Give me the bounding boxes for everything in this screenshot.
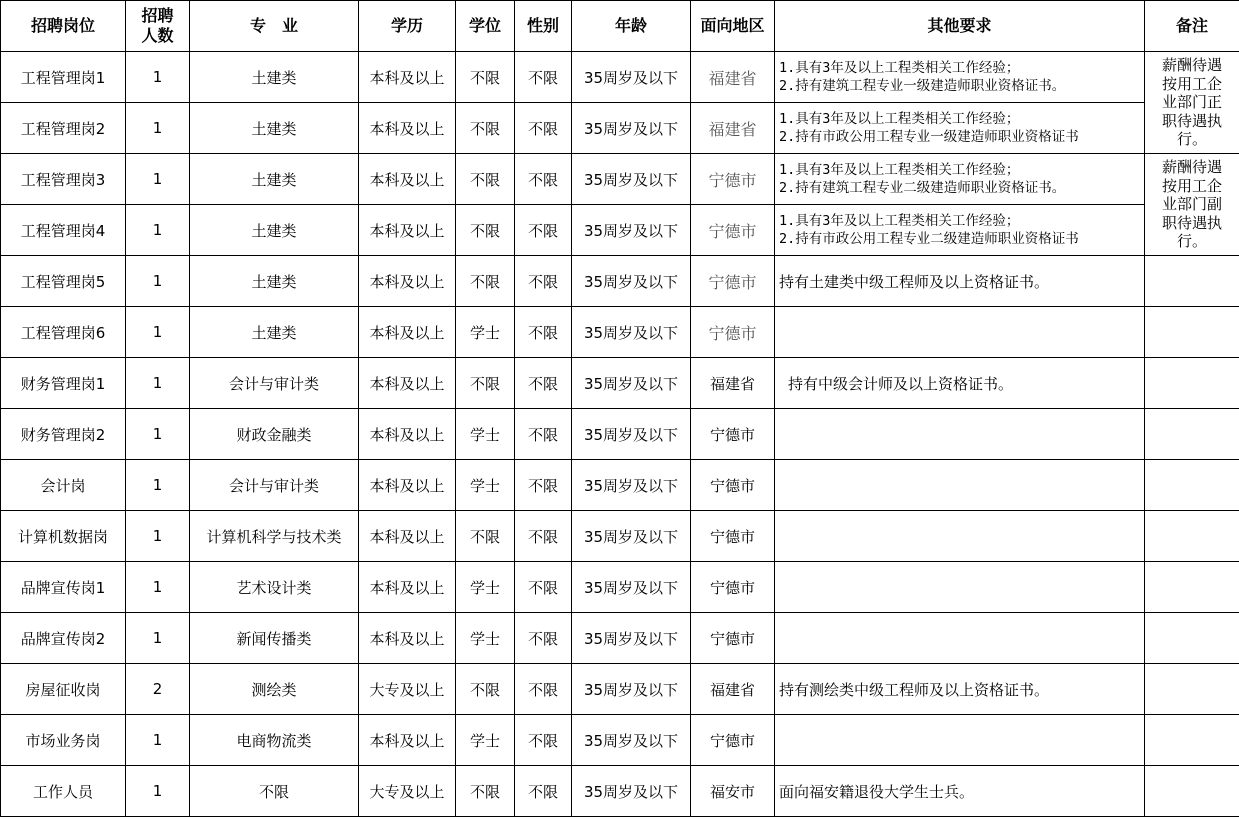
cell-major: 艺术设计类 — [190, 562, 359, 613]
cell-gender: 不限 — [515, 460, 572, 511]
cell-notes — [1145, 460, 1239, 511]
cell-region: 宁德市 — [691, 205, 775, 256]
cell-education: 本科及以上 — [359, 154, 456, 205]
header-education: 学历 — [359, 1, 456, 52]
cell-major: 土建类 — [190, 103, 359, 154]
cell-major: 新闻传播类 — [190, 613, 359, 664]
table-row — [1, 562, 1239, 613]
cell-region: 宁德市 — [691, 154, 775, 205]
cell-gender: 不限 — [515, 358, 572, 409]
cell-region: 宁德市 — [691, 256, 775, 307]
cell-region: 宁德市 — [691, 511, 775, 562]
cell-gender: 不限 — [515, 52, 572, 103]
cell-degree: 不限 — [456, 205, 515, 256]
cell-position: 品牌宣传岗1 — [1, 562, 126, 613]
cell-education: 本科及以上 — [359, 307, 456, 358]
cell-region: 福建省 — [691, 664, 775, 715]
cell-count: 1 — [126, 307, 190, 358]
cell-count: 1 — [126, 256, 190, 307]
cell-requirements — [775, 715, 1145, 766]
cell-degree: 学士 — [456, 460, 515, 511]
cell-age: 35周岁及以下 — [572, 409, 691, 460]
table-row — [1, 205, 1239, 256]
cell-requirements: 1.具有3年及以上工程类相关工作经验； 2.持有市政公用工程专业一级建造师职业资格证书 — [775, 103, 1145, 154]
cell-position: 计算机数据岗 — [1, 511, 126, 562]
cell-age: 35周岁及以下 — [572, 205, 691, 256]
table-row — [1, 358, 1239, 409]
table-row — [1, 154, 1239, 205]
cell-degree: 不限 — [456, 511, 515, 562]
cell-age: 35周岁及以下 — [572, 358, 691, 409]
cell-education: 本科及以上 — [359, 562, 456, 613]
cell-major: 不限 — [190, 766, 359, 817]
cell-gender: 不限 — [515, 715, 572, 766]
cell-degree: 学士 — [456, 715, 515, 766]
cell-major: 电商物流类 — [190, 715, 359, 766]
cell-requirements: 1.具有3年及以上工程类相关工作经验； 2.持有建筑工程专业二级建造师职业资格证书。 — [775, 154, 1145, 205]
cell-gender: 不限 — [515, 256, 572, 307]
cell-education: 本科及以上 — [359, 715, 456, 766]
header-major: 专 业 — [190, 1, 359, 52]
cell-count: 1 — [126, 613, 190, 664]
cell-degree: 不限 — [456, 154, 515, 205]
table-row — [1, 307, 1239, 358]
table-row — [1, 766, 1239, 817]
cell-age: 35周岁及以下 — [572, 52, 691, 103]
cell-gender: 不限 — [515, 613, 572, 664]
cell-count: 1 — [126, 409, 190, 460]
cell-region: 宁德市 — [691, 562, 775, 613]
cell-position: 工程管理岗6 — [1, 307, 126, 358]
cell-gender: 不限 — [515, 154, 572, 205]
cell-requirements — [775, 511, 1145, 562]
table-row — [1, 52, 1239, 103]
cell-age: 35周岁及以下 — [572, 613, 691, 664]
cell-age: 35周岁及以下 — [572, 766, 691, 817]
cell-major: 会计与审计类 — [190, 460, 359, 511]
cell-notes: 薪酬待遇 按用工企 业部门副 职待遇执 行。 — [1145, 154, 1239, 256]
header-count: 招聘 人数 — [126, 1, 190, 52]
cell-major: 计算机科学与技术类 — [190, 511, 359, 562]
cell-count: 1 — [126, 715, 190, 766]
cell-major: 会计与审计类 — [190, 358, 359, 409]
cell-degree: 学士 — [456, 307, 515, 358]
cell-notes — [1145, 256, 1239, 307]
cell-gender: 不限 — [515, 103, 572, 154]
cell-region: 福建省 — [691, 52, 775, 103]
cell-notes — [1145, 664, 1239, 715]
cell-count: 1 — [126, 766, 190, 817]
table-row — [1, 613, 1239, 664]
cell-position: 市场业务岗 — [1, 715, 126, 766]
table-row — [1, 103, 1239, 154]
cell-notes — [1145, 613, 1239, 664]
cell-requirements — [775, 562, 1145, 613]
table-row — [1, 664, 1239, 715]
cell-education: 本科及以上 — [359, 511, 456, 562]
cell-notes: 薪酬待遇 按用工企 业部门正 职待遇执 行。 — [1145, 52, 1239, 154]
cell-region: 宁德市 — [691, 715, 775, 766]
header-degree: 学位 — [456, 1, 515, 52]
cell-degree: 学士 — [456, 409, 515, 460]
cell-age: 35周岁及以下 — [572, 154, 691, 205]
cell-position: 工程管理岗3 — [1, 154, 126, 205]
cell-age: 35周岁及以下 — [572, 307, 691, 358]
cell-requirements — [775, 613, 1145, 664]
cell-gender: 不限 — [515, 409, 572, 460]
cell-requirements — [775, 409, 1145, 460]
header-row — [1, 1, 1239, 52]
cell-major: 土建类 — [190, 154, 359, 205]
cell-position: 工作人员 — [1, 766, 126, 817]
cell-major: 测绘类 — [190, 664, 359, 715]
cell-notes — [1145, 358, 1239, 409]
cell-position: 会计岗 — [1, 460, 126, 511]
cell-position: 工程管理岗4 — [1, 205, 126, 256]
cell-requirements — [775, 307, 1145, 358]
cell-age: 35周岁及以下 — [572, 103, 691, 154]
cell-notes — [1145, 715, 1239, 766]
cell-requirements: 持有测绘类中级工程师及以上资格证书。 — [775, 664, 1145, 715]
cell-count: 1 — [126, 103, 190, 154]
header-gender: 性别 — [515, 1, 572, 52]
cell-region: 宁德市 — [691, 409, 775, 460]
cell-count: 1 — [126, 358, 190, 409]
cell-degree: 不限 — [456, 52, 515, 103]
cell-region: 宁德市 — [691, 460, 775, 511]
cell-region: 福安市 — [691, 766, 775, 817]
cell-notes — [1145, 409, 1239, 460]
cell-requirements: 1.具有3年及以上工程类相关工作经验； 2.持有市政公用工程专业二级建造师职业资格证书 — [775, 205, 1145, 256]
header-region: 面向地区 — [691, 1, 775, 52]
cell-region: 宁德市 — [691, 613, 775, 664]
table-row — [1, 715, 1239, 766]
cell-count: 2 — [126, 664, 190, 715]
cell-age: 35周岁及以下 — [572, 256, 691, 307]
table-row — [1, 256, 1239, 307]
cell-notes — [1145, 562, 1239, 613]
cell-major: 土建类 — [190, 256, 359, 307]
cell-position: 工程管理岗5 — [1, 256, 126, 307]
cell-gender: 不限 — [515, 766, 572, 817]
header-other: 其他要求 — [775, 1, 1145, 52]
table-row — [1, 409, 1239, 460]
header-age: 年龄 — [572, 1, 691, 52]
cell-position: 财务管理岗1 — [1, 358, 126, 409]
cell-gender: 不限 — [515, 562, 572, 613]
cell-degree: 不限 — [456, 103, 515, 154]
cell-education: 本科及以上 — [359, 205, 456, 256]
cell-gender: 不限 — [515, 205, 572, 256]
cell-education: 本科及以上 — [359, 409, 456, 460]
cell-position: 财务管理岗2 — [1, 409, 126, 460]
cell-degree: 不限 — [456, 256, 515, 307]
cell-notes — [1145, 511, 1239, 562]
cell-age: 35周岁及以下 — [572, 511, 691, 562]
cell-requirements: 持有土建类中级工程师及以上资格证书。 — [775, 256, 1145, 307]
cell-education: 本科及以上 — [359, 613, 456, 664]
cell-count: 1 — [126, 205, 190, 256]
cell-count: 1 — [126, 562, 190, 613]
cell-age: 35周岁及以下 — [572, 562, 691, 613]
cell-requirements: 面向福安籍退役大学生士兵。 — [775, 766, 1145, 817]
cell-degree: 学士 — [456, 613, 515, 664]
cell-position: 品牌宣传岗2 — [1, 613, 126, 664]
cell-education: 本科及以上 — [359, 460, 456, 511]
cell-count: 1 — [126, 154, 190, 205]
cell-gender: 不限 — [515, 664, 572, 715]
cell-gender: 不限 — [515, 511, 572, 562]
cell-degree: 不限 — [456, 358, 515, 409]
cell-count: 1 — [126, 460, 190, 511]
cell-requirements: 持有中级会计师及以上资格证书。 — [775, 358, 1145, 409]
cell-education: 本科及以上 — [359, 52, 456, 103]
cell-region: 福建省 — [691, 103, 775, 154]
table-row — [1, 511, 1239, 562]
cell-education: 本科及以上 — [359, 256, 456, 307]
cell-region: 福建省 — [691, 358, 775, 409]
cell-major: 土建类 — [190, 205, 359, 256]
cell-requirements: 1.具有3年及以上工程类相关工作经验； 2.持有建筑工程专业一级建造师职业资格证书。 — [775, 52, 1145, 103]
cell-position: 房屋征收岗 — [1, 664, 126, 715]
cell-gender: 不限 — [515, 307, 572, 358]
cell-major: 土建类 — [190, 307, 359, 358]
cell-major: 土建类 — [190, 52, 359, 103]
cell-age: 35周岁及以下 — [572, 664, 691, 715]
table-row — [1, 460, 1239, 511]
cell-count: 1 — [126, 52, 190, 103]
cell-education: 大专及以上 — [359, 664, 456, 715]
header-position: 招聘岗位 — [1, 1, 126, 52]
cell-education: 本科及以上 — [359, 358, 456, 409]
cell-degree: 不限 — [456, 664, 515, 715]
cell-notes — [1145, 307, 1239, 358]
cell-requirements — [775, 460, 1145, 511]
cell-count: 1 — [126, 511, 190, 562]
cell-degree: 学士 — [456, 562, 515, 613]
cell-position: 工程管理岗1 — [1, 52, 126, 103]
cell-education: 本科及以上 — [359, 103, 456, 154]
cell-region: 宁德市 — [691, 307, 775, 358]
cell-major: 财政金融类 — [190, 409, 359, 460]
cell-degree: 不限 — [456, 766, 515, 817]
header-notes: 备注 — [1145, 1, 1239, 52]
cell-age: 35周岁及以下 — [572, 715, 691, 766]
cell-notes — [1145, 766, 1239, 817]
cell-position: 工程管理岗2 — [1, 103, 126, 154]
cell-age: 35周岁及以下 — [572, 460, 691, 511]
cell-education: 大专及以上 — [359, 766, 456, 817]
